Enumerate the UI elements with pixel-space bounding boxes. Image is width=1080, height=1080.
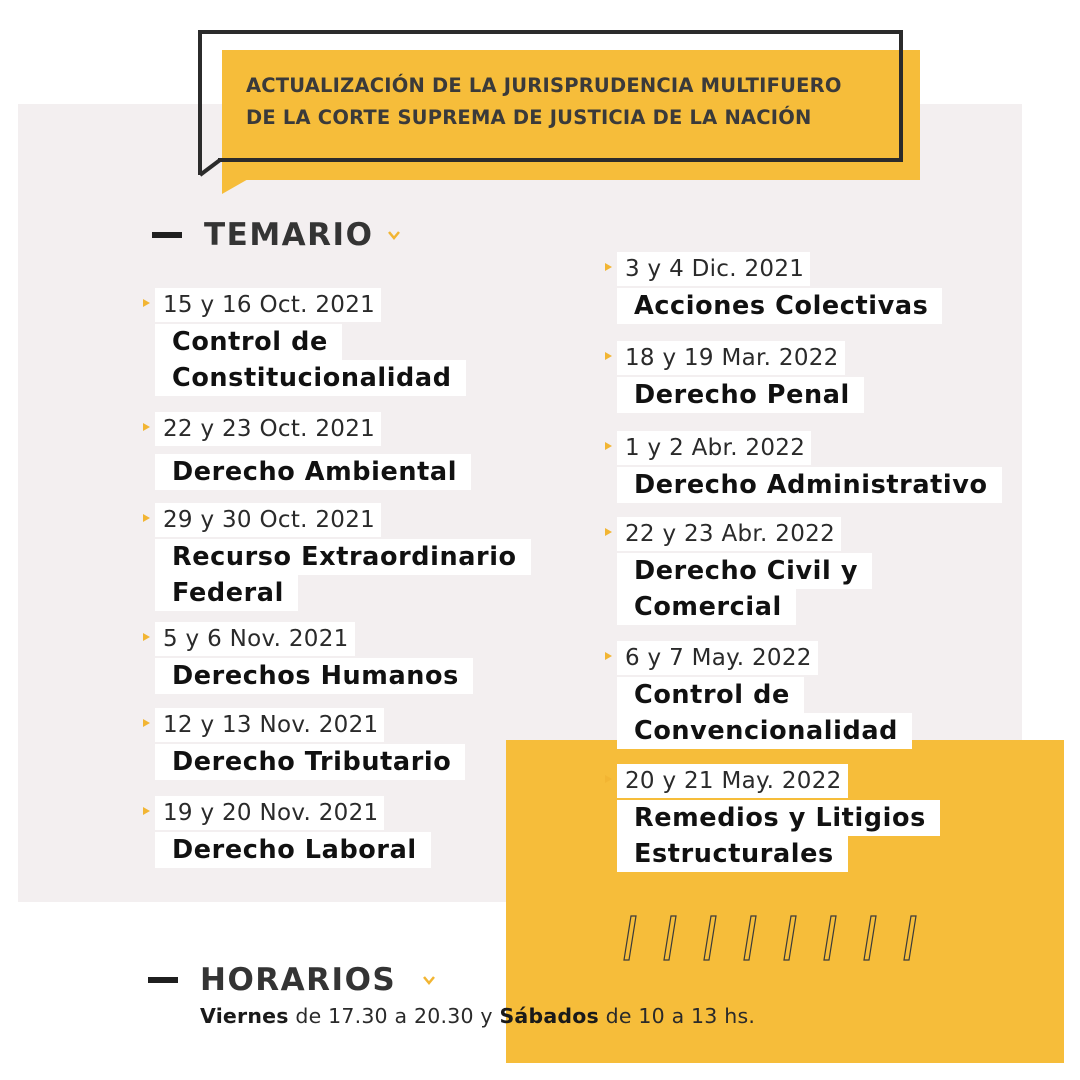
topic-subject: Comercial: [617, 589, 796, 625]
chevron-right-icon: [605, 263, 612, 271]
topic-subject: Derecho Civil y: [617, 553, 872, 589]
topic-subject: Recurso Extraordinario: [155, 539, 531, 575]
chevron-right-icon: [605, 442, 612, 450]
topic-date: 3 y 4 Dic. 2021: [617, 252, 810, 286]
chevron-right-icon: [143, 299, 150, 307]
topic-item: [617, 252, 942, 324]
topic-subject: Derecho Penal: [617, 377, 864, 413]
topic-date: 22 y 23 Oct. 2021: [155, 412, 381, 446]
topic-item: [617, 341, 864, 413]
chevron-right-icon: [143, 423, 150, 431]
topic-subject: Derecho Administrativo: [617, 467, 1002, 503]
topic-subject: Derecho Laboral: [155, 832, 431, 868]
title-line-1: ACTUALIZACIÓN DE LA JURISPRUDENCIA MULTIFUERO: [246, 74, 842, 97]
topic-subject: Control de: [155, 324, 342, 360]
topic-item: [155, 288, 466, 396]
temario-title: TEMARIO: [204, 217, 374, 253]
chevron-right-icon: [143, 807, 150, 815]
topic-date: 29 y 30 Oct. 2021: [155, 503, 381, 537]
topic-subject: Derechos Humanos: [155, 658, 473, 694]
topic-date: 22 y 23 Abr. 2022: [617, 517, 841, 551]
topic-subject: Acciones Colectivas: [617, 288, 942, 324]
chevron-right-icon: [605, 775, 612, 783]
schedule-time: de 17.30 a 20.30 y: [288, 1004, 500, 1028]
topic-item: [617, 431, 1002, 503]
chevron-down-icon: [387, 229, 401, 241]
topic-item: [617, 764, 940, 872]
topic-subject: Constitucionalidad: [155, 360, 466, 396]
topic-date: 20 y 21 May. 2022: [617, 764, 848, 798]
header-banner-tail: [222, 178, 250, 194]
schedule-day: Sábados: [499, 1004, 599, 1028]
topic-date: 12 y 13 Nov. 2021: [155, 708, 384, 742]
topic-item: [155, 708, 465, 780]
heading-dash: [152, 232, 182, 238]
schedule-text: [200, 1004, 755, 1028]
topic-date: 1 y 2 Abr. 2022: [617, 431, 811, 465]
topic-date: 15 y 16 Oct. 2021: [155, 288, 381, 322]
chevron-down-icon: [422, 974, 436, 986]
temario-heading: [152, 217, 401, 253]
topic-date: 5 y 6 Nov. 2021: [155, 622, 355, 656]
chevron-right-icon: [605, 528, 612, 536]
topic-date: 18 y 19 Mar. 2022: [617, 341, 845, 375]
chevron-right-icon: [143, 719, 150, 727]
schedule-time: de 10 a 13 hs.: [598, 1004, 756, 1028]
chevron-right-icon: [605, 652, 612, 660]
topic-subject: Derecho Tributario: [155, 744, 465, 780]
topic-subject: Estructurales: [617, 836, 848, 872]
chevron-right-icon: [605, 352, 612, 360]
topic-subject: Convencionalidad: [617, 713, 912, 749]
topic-item: [155, 622, 473, 694]
schedule-day: Viernes: [200, 1004, 289, 1028]
title-line-2: DE LA CORTE SUPREMA DE JUSTICIA DE LA NACIÓN: [246, 106, 812, 129]
horarios-heading: [148, 962, 436, 998]
topic-subject: Federal: [155, 575, 298, 611]
page-title: [246, 70, 906, 134]
topic-item: [617, 517, 872, 625]
topic-item: [155, 412, 471, 490]
topic-date: 19 y 20 Nov. 2021: [155, 796, 384, 830]
topic-item: [155, 503, 531, 611]
topic-subject: Derecho Ambiental: [155, 454, 471, 490]
slash-pattern-icon: [616, 908, 936, 968]
topic-item: [617, 641, 912, 749]
heading-dash: [148, 977, 178, 983]
topic-subject: Remedios y Litigios: [617, 800, 940, 836]
topic-subject: Control de: [617, 677, 804, 713]
horarios-title: HORARIOS: [200, 962, 397, 998]
chevron-right-icon: [143, 633, 150, 641]
chevron-right-icon: [143, 514, 150, 522]
topic-date: 6 y 7 May. 2022: [617, 641, 818, 675]
topic-item: [155, 796, 431, 868]
